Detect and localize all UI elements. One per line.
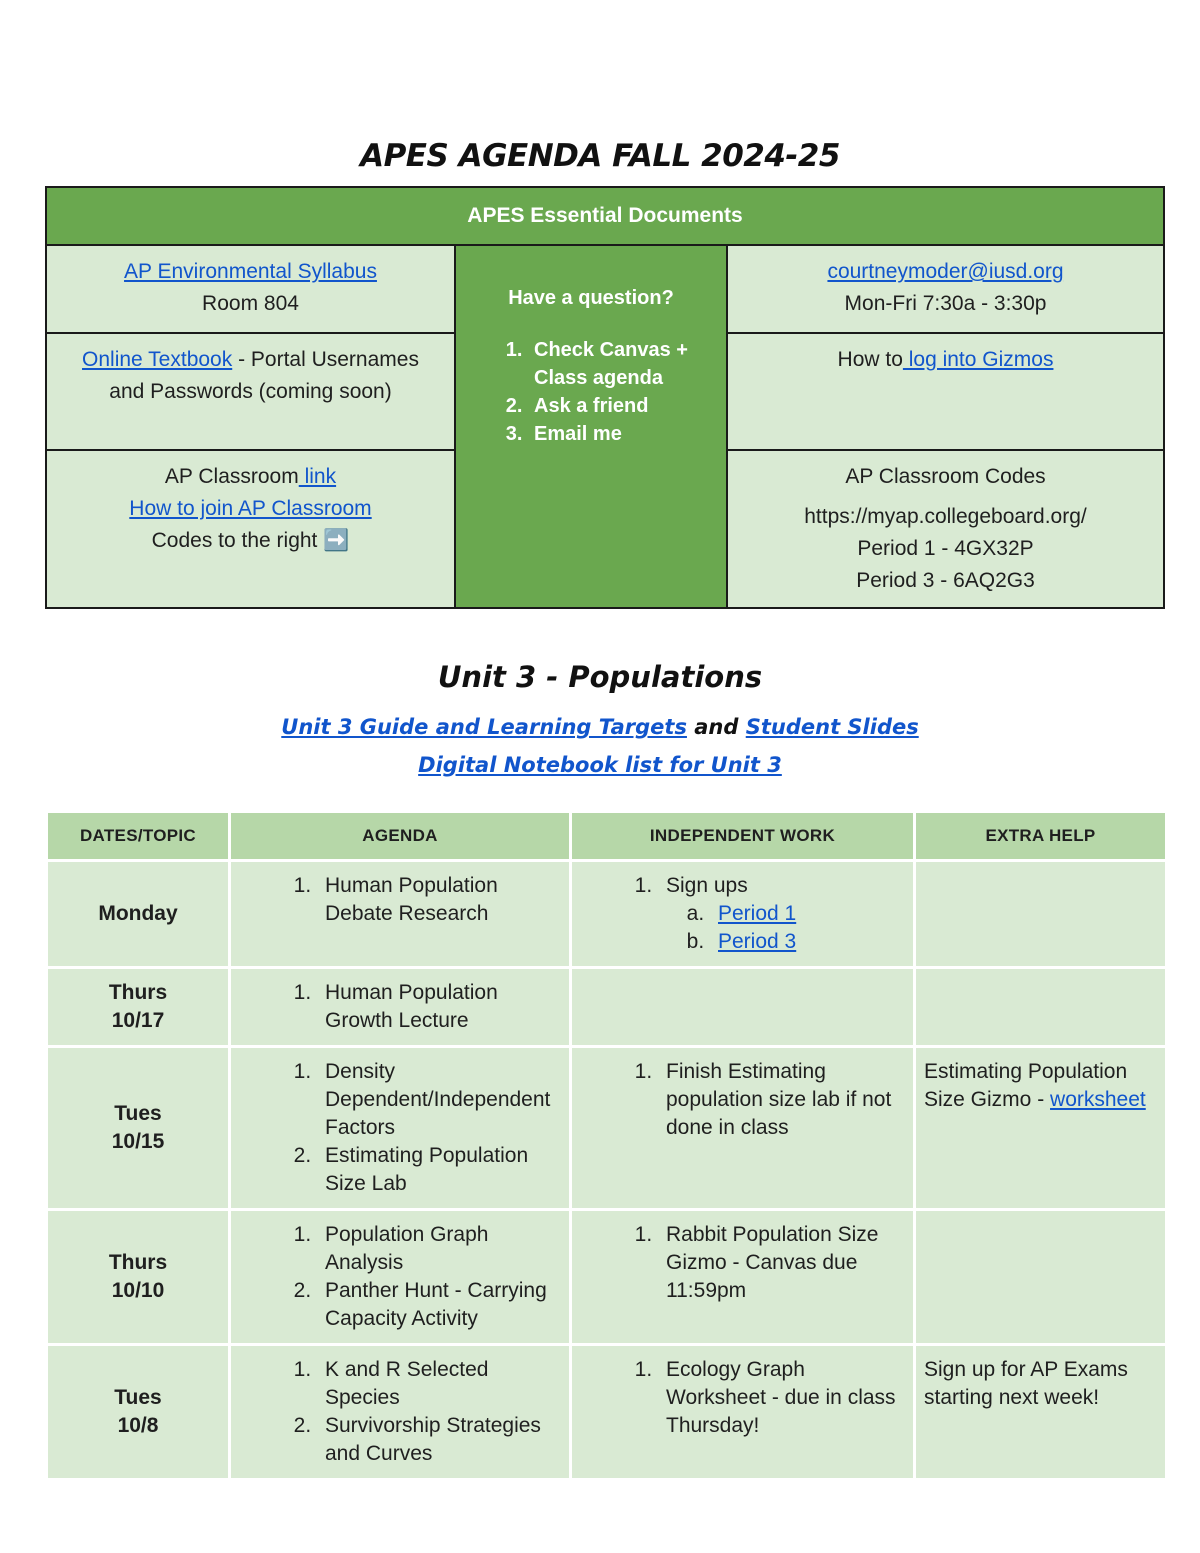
agenda-cell <box>230 968 571 1047</box>
agenda-cell <box>230 1210 571 1345</box>
date-day: Thurs <box>108 981 168 1004</box>
textbook-cell <box>46 333 455 450</box>
work-cell <box>571 1345 915 1480</box>
gizmos-cell <box>727 333 1164 450</box>
syllabus-link[interactable]: AP Environmental Syllabus <box>124 260 377 283</box>
question-steps <box>476 336 706 448</box>
codes-title: AP Classroom Codes <box>845 465 1046 488</box>
essential-documents-header: APES Essential Documents <box>46 187 1164 245</box>
agenda-cell <box>230 861 571 968</box>
list-item <box>710 928 907 956</box>
date-date: 10/8 <box>117 1414 159 1437</box>
list-item: 1. Population Graph Analysis <box>317 1221 563 1277</box>
essential-documents-table <box>45 186 1165 609</box>
page-title: APES AGENDA FALL 2024-25 <box>360 138 840 174</box>
step-item: 2. Ask a friend <box>528 392 706 420</box>
period-3-code: Period 3 - 6AQ2G3 <box>856 569 1035 592</box>
header-agenda: AGENDA <box>230 812 571 861</box>
date-date: 10/10 <box>111 1279 165 1302</box>
work-cell <box>571 861 915 968</box>
date-cell <box>47 861 230 968</box>
worksheet-link[interactable]: worksheet <box>1050 1088 1146 1111</box>
list-item: 2. Panther Hunt - Carrying Capacity Activity <box>317 1277 563 1333</box>
help-text: Estimating Population Size Gizmo - <box>924 1060 1128 1111</box>
period-1-signup-link[interactable]: Period 1 <box>718 902 797 925</box>
and-text: and <box>686 715 746 739</box>
textbook-note: - Portal Usernames and Passwords (coming soon) <box>109 348 419 403</box>
date-date: 10/15 <box>111 1130 165 1153</box>
date-cell <box>47 1345 230 1480</box>
header-dates: DATES/TOPIC <box>47 812 230 861</box>
work-text: Sign ups <box>666 874 748 897</box>
header-independent-work: INDEPENDENT WORK <box>571 812 915 861</box>
work-cell <box>571 968 915 1047</box>
work-cell <box>571 1210 915 1345</box>
agenda-header-row <box>47 812 1167 861</box>
contact-cell <box>727 245 1164 333</box>
date-cell <box>47 1210 230 1345</box>
agenda-cell <box>230 1047 571 1210</box>
work-cell <box>571 1047 915 1210</box>
table-row <box>47 1047 1167 1210</box>
unit-title: Unit 3 - Populations <box>437 660 763 694</box>
help-cell: Sign up for AP Exams starting next week! <box>915 1345 1167 1480</box>
date-day: Monday <box>98 902 178 925</box>
list-item: 1. K and R Selected Species <box>317 1356 563 1412</box>
agenda-cell <box>230 1345 571 1480</box>
classroom-codes-cell <box>727 450 1164 608</box>
list-item <box>658 872 907 956</box>
gizmos-prefix: How to <box>837 348 903 371</box>
list-item: 2. Estimating Population Size Lab <box>317 1142 563 1198</box>
email-link[interactable]: courtneymoder@iusd.org <box>827 260 1064 283</box>
ap-classroom-prefix: AP Classroom <box>164 465 299 488</box>
date-cell <box>47 968 230 1047</box>
step-item: 1. Check Canvas + Class agenda <box>528 336 706 392</box>
date-day: Tues <box>114 1102 162 1125</box>
gizmos-link[interactable]: log into Gizmos <box>902 348 1054 371</box>
help-cell <box>915 968 1167 1047</box>
table-row <box>47 968 1167 1047</box>
period-3-signup-link[interactable]: Period 3 <box>718 930 797 953</box>
question-cell <box>455 245 727 608</box>
ap-classroom-link[interactable]: link <box>298 465 337 488</box>
date-cell <box>47 1047 230 1210</box>
ap-classroom-cell <box>46 450 455 608</box>
codes-url: https://myap.collegeboard.org/ <box>804 505 1087 528</box>
date-day: Tues <box>114 1386 162 1409</box>
list-item: 1. Human Population Debate Research <box>317 872 563 928</box>
office-hours: Mon-Fri 7:30a - 3:30p <box>844 292 1047 315</box>
list-item: 1. Finish Estimating population size lab if not done in class <box>658 1058 907 1142</box>
help-cell <box>915 1047 1167 1210</box>
period-1-code: Period 1 - 4GX32P <box>857 537 1034 560</box>
unit-links <box>0 708 1200 784</box>
table-row <box>47 1210 1167 1345</box>
table-row <box>47 1345 1167 1480</box>
list-item: 1. Ecology Graph Worksheet - due in class Thursday! <box>658 1356 907 1440</box>
step-item: 3. Email me <box>528 420 706 448</box>
list-item: 1. Human Population Growth Lecture <box>317 979 563 1035</box>
help-cell <box>915 1210 1167 1345</box>
header-extra-help: EXTRA HELP <box>915 812 1167 861</box>
help-cell <box>915 861 1167 968</box>
digital-notebook-link[interactable]: Digital Notebook list for Unit 3 <box>418 753 782 777</box>
agenda-table <box>45 810 1168 1481</box>
syllabus-cell <box>46 245 455 333</box>
unit-guide-link[interactable]: Unit 3 Guide and Learning Targets <box>281 715 687 739</box>
join-ap-classroom-link[interactable]: How to join AP Classroom <box>129 497 372 520</box>
textbook-link[interactable]: Online Textbook <box>82 348 233 371</box>
room-text: Room 804 <box>202 292 299 315</box>
list-item <box>710 900 907 928</box>
question-heading: Have a question? <box>508 287 674 309</box>
student-slides-link[interactable]: Student Slides <box>745 715 919 739</box>
list-item: 1. Density Dependent/Independent Factors <box>317 1058 563 1142</box>
list-item: 1. Rabbit Population Size Gizmo - Canvas due 11:59pm <box>658 1221 907 1305</box>
table-row <box>47 861 1167 968</box>
list-item: 2. Survivorship Strategies and Curves <box>317 1412 563 1468</box>
date-date: 10/17 <box>111 1009 165 1032</box>
codes-right-text: Codes to the right ➡️ <box>151 529 350 552</box>
date-day: Thurs <box>108 1251 168 1274</box>
